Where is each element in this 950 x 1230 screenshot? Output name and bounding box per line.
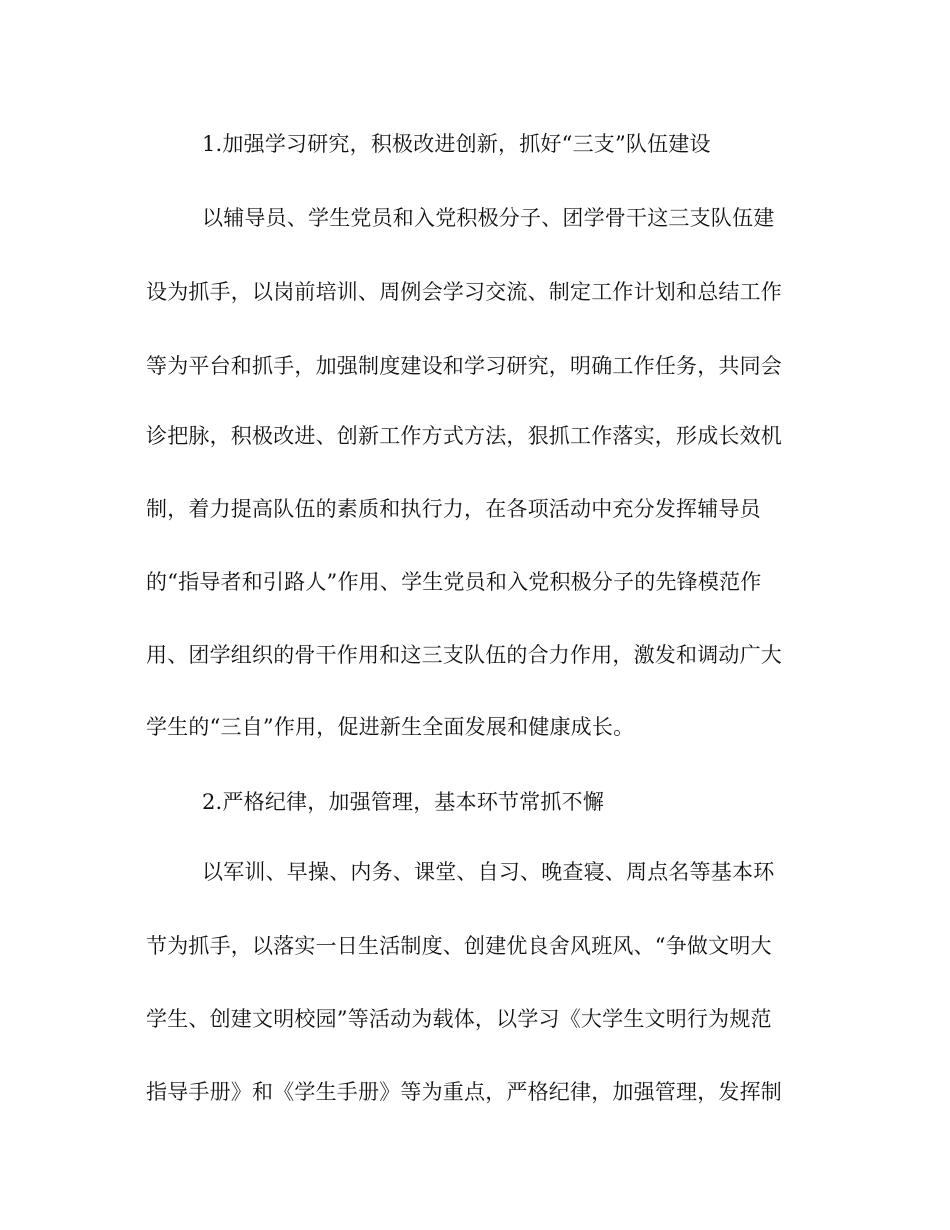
section-1-paragraph-line: 诊把脉，积极改进、创新工作方式方法，狠抓工作落实，形成长效机 xyxy=(146,424,782,448)
section-1-paragraph-line: 设为抓手，以岗前培训、周例会学习交流、制定工作计划和总结工作 xyxy=(146,280,782,304)
section-1-heading: 1.加强学习研究，积极改进创新，抓好“三支”队伍建设 xyxy=(202,132,711,156)
section-2-paragraph-line: 指导手册》和《学生手册》等为重点，严格纪律，加强管理，发挥制 xyxy=(146,1080,782,1104)
section-2-paragraph-line: 以军训、早操、内务、课堂、自习、晚查寝、周点名等基本环 xyxy=(202,860,775,884)
section-1-paragraph-line: 学生的“三自”作用，促进新生全面发展和健康成长。 xyxy=(146,715,635,739)
section-2-paragraph-line: 节为抓手，以落实一日生活制度、创建优良舍风班风、“争做文明大 xyxy=(146,934,772,958)
section-2-paragraph-line: 学生、创建文明校园”等活动为载体，以学习《大学生文明行为规范 xyxy=(146,1007,772,1031)
section-1-paragraph-line: 的“指导者和引路人”作用、学生党员和入党积极分子的先锋模范作 xyxy=(146,570,762,594)
section-1-paragraph-line: 制，着力提高队伍的素质和执行力，在各项活动中充分发挥辅导员 xyxy=(146,497,761,521)
section-2-heading: 2.严格纪律，加强管理，基本环节常抓不懈 xyxy=(202,790,605,814)
section-1-paragraph-line: 以辅导员、学生党员和入党积极分子、团学骨干这三支队伍建 xyxy=(202,206,775,230)
section-1-paragraph-line: 用、团学组织的骨干作用和这三支队伍的合力作用，激发和调动广大 xyxy=(146,643,782,667)
section-1-paragraph-line: 等为平台和抓手，加强制度建设和学习研究，明确工作任务，共同会 xyxy=(146,354,782,378)
